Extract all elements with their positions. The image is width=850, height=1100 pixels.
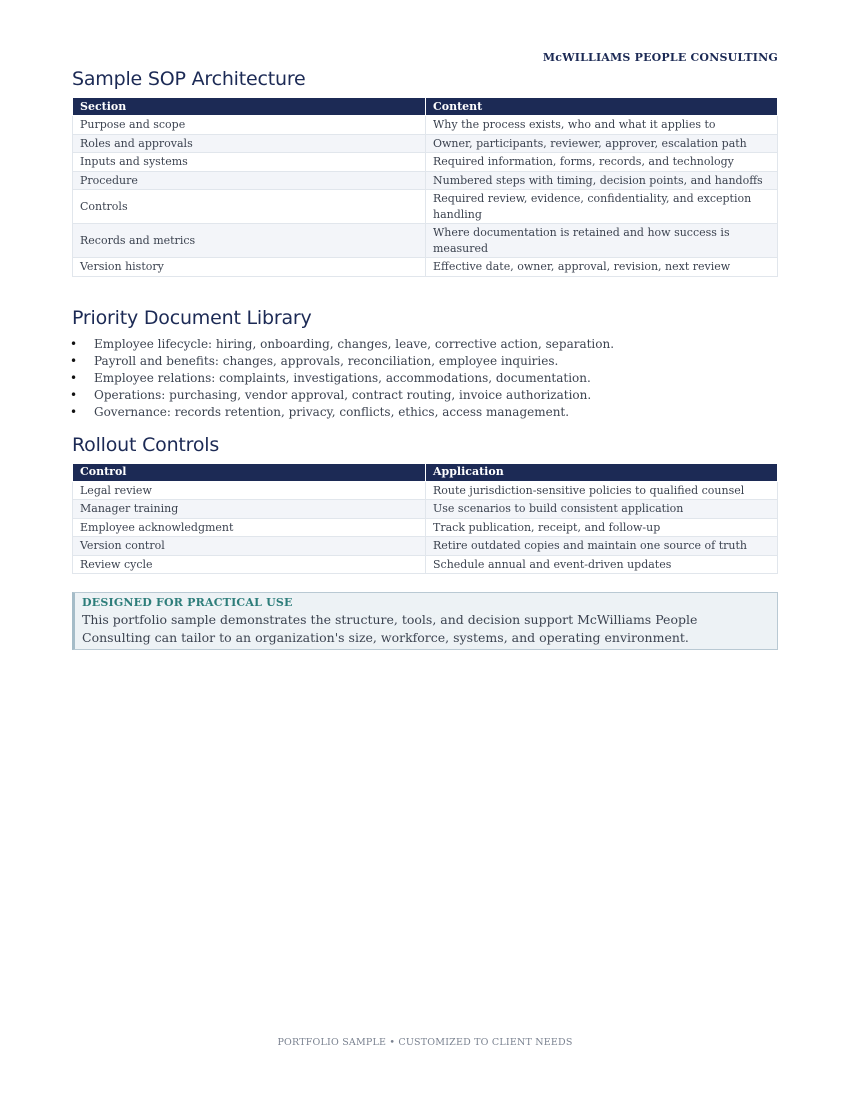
list-item: • Employee lifecycle: hiring, onboarding, changes, leave, corrective action, separation. <box>70 336 615 351</box>
table-cell: Version history <box>73 258 426 277</box>
column-header-content: Content <box>426 98 778 116</box>
column-header-section: Section <box>73 98 426 116</box>
section-title-rollout: Rollout Controls <box>72 433 220 456</box>
section-title-sop: Sample SOP Architecture <box>72 68 306 90</box>
table-row <box>73 134 778 153</box>
page-content <box>72 64 778 650</box>
table-row <box>73 555 778 574</box>
table-cell: Retire outdated copies and maintain one source of truth <box>426 537 778 556</box>
bullet-icon: • <box>70 336 78 351</box>
table-row <box>73 258 778 277</box>
list-item: • Payroll and benefits: changes, approvals, reconciliation, employee inquiries. <box>70 353 559 368</box>
table-cell: Track publication, receipt, and follow-up <box>426 518 778 537</box>
bullet-icon: • <box>70 404 78 419</box>
bullet-icon: • <box>70 370 78 385</box>
table-cell: Numbered steps with timing, decision points, and handoffs <box>426 171 778 190</box>
table-row <box>73 171 778 190</box>
table-header-row <box>73 463 778 481</box>
rollout-controls-table <box>72 463 778 575</box>
list-item: • Operations: purchasing, vendor approval, contract routing, invoice authorization. <box>70 387 592 402</box>
table-cell: Legal review <box>73 481 426 500</box>
table-row <box>73 481 778 500</box>
table-cell: Review cycle <box>73 555 426 574</box>
column-header-control: Control <box>73 463 426 481</box>
table-row <box>73 518 778 537</box>
table-cell: Version control <box>73 537 426 556</box>
bullet-icon: • <box>70 387 78 402</box>
table-cell: Roles and approvals <box>73 134 426 153</box>
sop-architecture-table <box>72 97 778 277</box>
table-cell: Procedure <box>73 171 426 190</box>
table-header-row <box>73 98 778 116</box>
callout-body: This portfolio sample demonstrates the structure, tools, and decision support McWilliams People Consulting can tailor to an organization's size, workforce, systems, and operating environment. <box>82 612 698 645</box>
column-header-application: Application <box>426 463 778 481</box>
table-cell: Required information, forms, records, and technology <box>426 153 778 172</box>
bullet-icon: • <box>70 353 78 368</box>
table-cell: Purpose and scope <box>73 116 426 135</box>
brand-header: McWILLIAMS PEOPLE CONSULTING <box>542 51 778 64</box>
list-item: • Governance: records retention, privacy, conflicts, ethics, access management. <box>70 404 570 419</box>
table-row <box>73 537 778 556</box>
section-title-library: Priority Document Library <box>72 306 312 329</box>
document-library-list <box>72 336 778 421</box>
table-row <box>73 116 778 135</box>
table-row <box>73 190 778 224</box>
table-cell: Manager training <box>73 500 426 519</box>
table-cell: Inputs and systems <box>73 153 426 172</box>
practical-use-callout <box>72 592 778 650</box>
callout-kicker: DESIGNED FOR PRACTICAL USE <box>82 596 293 609</box>
table-cell: Effective date, owner, approval, revision, next review <box>426 258 778 277</box>
table-cell: Where documentation is retained and how success is measured <box>426 224 778 258</box>
table-cell: Use scenarios to build consistent application <box>426 500 778 519</box>
table-cell: Employee acknowledgment <box>73 518 426 537</box>
table-cell: Schedule annual and event-driven updates <box>426 555 778 574</box>
table-row <box>73 500 778 519</box>
table-row <box>73 224 778 258</box>
table-cell: Why the process exists, who and what it applies to <box>426 116 778 135</box>
table-cell: Controls <box>73 190 426 224</box>
list-item: • Employee relations: complaints, investigations, accommodations, documentation. <box>70 370 591 385</box>
table-cell: Required review, evidence, confidentiality, and exception handling <box>426 190 778 224</box>
table-row <box>73 153 778 172</box>
table-cell: Route jurisdiction-sensitive policies to qualified counsel <box>426 481 778 500</box>
table-cell: Records and metrics <box>73 224 426 258</box>
page-footer: PORTFOLIO SAMPLE • CUSTOMIZED TO CLIENT NEEDS <box>277 1037 573 1048</box>
table-cell: Owner, participants, reviewer, approver, escalation path <box>426 134 778 153</box>
